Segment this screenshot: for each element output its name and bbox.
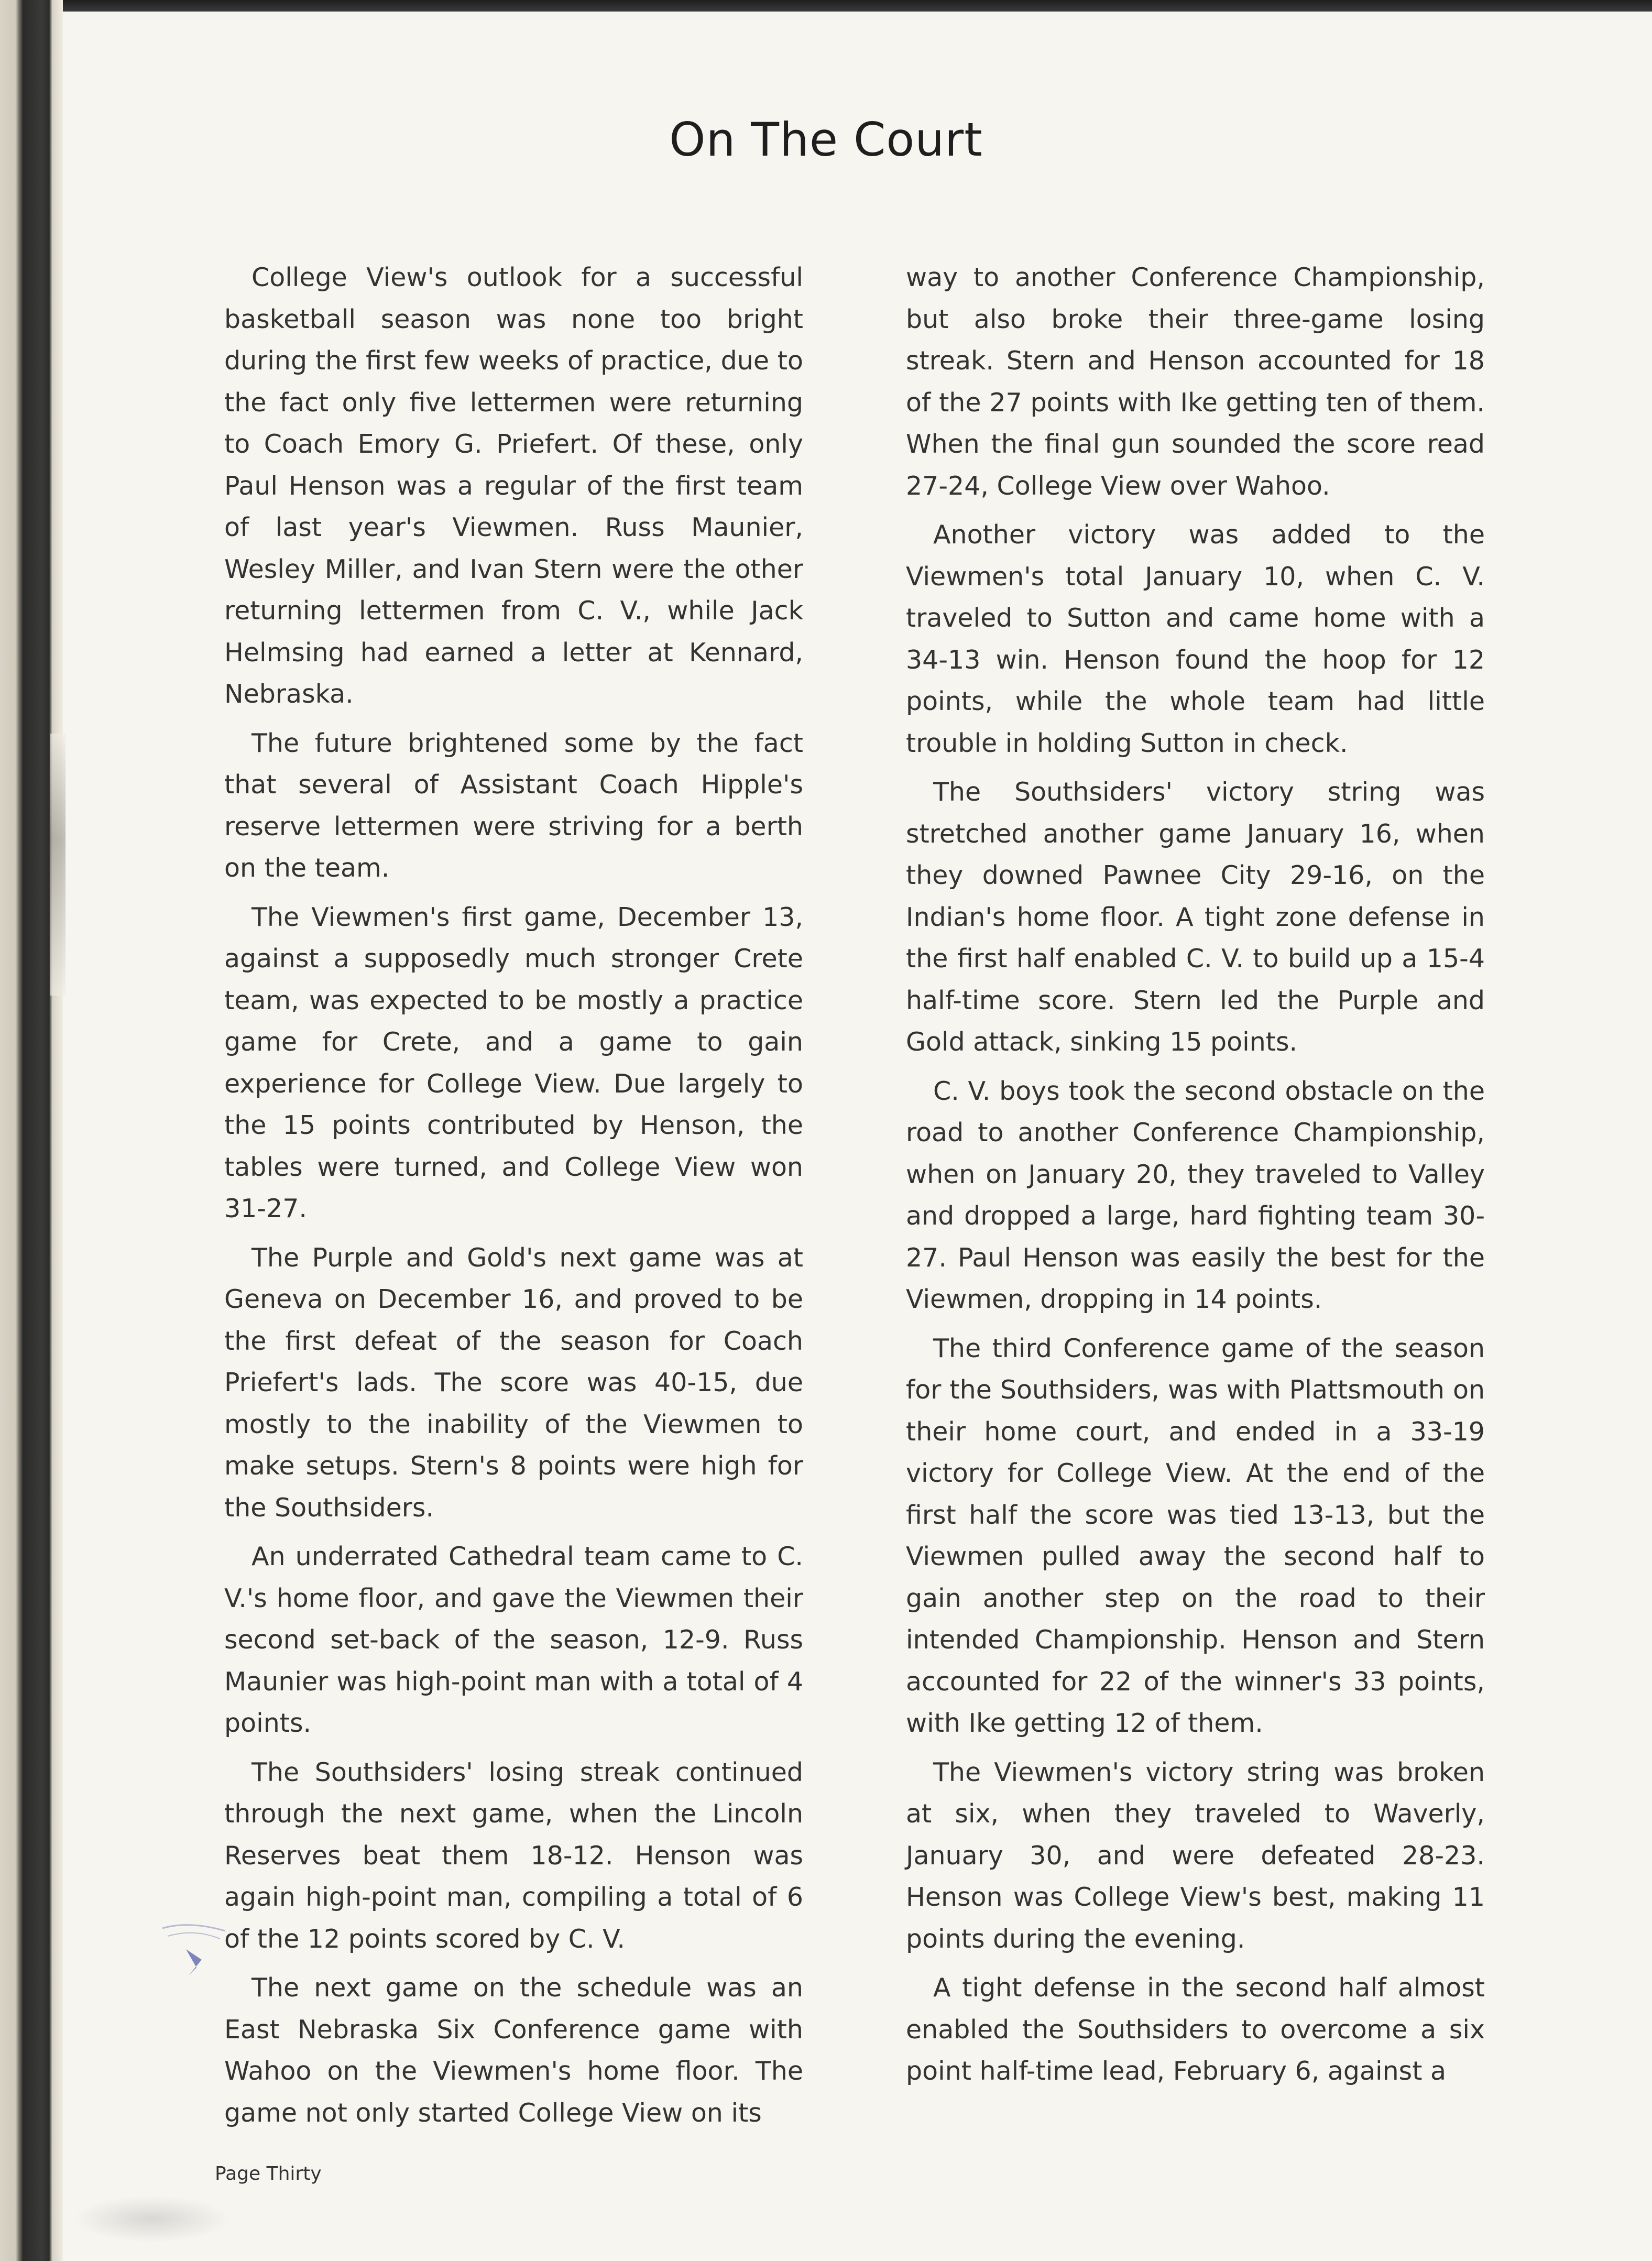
book-spine [0,0,63,2261]
left-paragraph-6: The Southsiders' losing streak continued through the next game, when the Lincoln Reserves beat them 18-12. Henson was again high-point man, compiling a total of 6 of the 12 points scored by C. V. [224,1757,803,1954]
left-paragraph-7: The next game on the schedule was an East Nebraska Six Conference game with Wahoo on the Viewmen's home floor. The game not only started College View on its [224,1973,803,2128]
spine-shadow [50,734,65,996]
right-paragraph-4: The third Conference game of the season for the Southsiders, was with Plattsmouth on their home court, and ended in a 33-19 victory for College View. At the end of the first half the score was tied 13-13, but the Viewmen pulled away the second half to gain another step on the road to their intended Championship. Henson and Stern accounted for 22 of the winner's 33 points, with Ike getting 12 of them. [906,1333,1485,1738]
right-paragraph-3: C. V. boys took the second obstacle on the road to another Conference Championship, when on January 20, they traveled to Valley and dropped a large, hard fighting team 30-27. Paul Henson was easily the best for the Viewmen, dropping in 14 points. [906,1076,1485,1314]
left-paragraph-2: The future brightened some by the fact that several of Assistant Coach Hipple's reserve lettermen were striving for a berth on the team. [224,728,803,883]
right-paragraph-1: Another victory was added to the Viewmen's total January 10, when C. V. traveled to Sutton and came home with a 34-13 win. Henson found the hoop for 12 points, while the whole team had little trouble in holding Sutton in check. [906,520,1485,758]
page-footer: Page Thirty [215,2163,322,2184]
page-title: On The Court [669,113,983,167]
left-paragraph-1: College View's outlook for a successful basketball season was none too bright during the first few weeks of practice, due to the fact only five lettermen were returning to Coach Emory G. Priefert. Of these, only Paul Henson was a regular of the first team of last year's Viewmen. Russ Maunier, Wesley Miller, and Ivan Stern were the other returning lettermen from C. V., while Jack Helmsing had earned a letter at Kennard, Nebraska. [224,263,803,709]
left-paragraph-5: An underrated Cathedral team came to C. V.'s home floor, and gave the Viewmen their second set-back of the season, 12-9. Russ Maunier was high-point man with a total of 4 points. [224,1542,803,1738]
ink-smudge [157,1918,231,1981]
right-continuation: way to another Conference Championship, but also broke their three-game losing streak. Stern and Henson accounted for 18 of the 27 points with Ike getting ten of them. When the final gun sounded the score read 27-24, College View over Wahoo. [906,263,1485,501]
right-paragraph-2: The Southsiders' victory string was stretched another game January 16, when they downed Pawnee City 29-16, on the Indian's home floor. A tight zone defense in the first half enabled C. V. to build up a 15-4 half-time score. Stern led the Purple and Gold attack, sinking 15 points. [906,777,1485,1057]
page-scuff [73,2196,231,2243]
left-paragraph-4: The Purple and Gold's next game was at Geneva on December 16, and proved to be the first defeat of the season for Coach Priefert's lads. The score was 40-15, due mostly to the inability of the Viewmen to make setups. Stern's 8 points were high for the Southsiders. [224,1242,803,1523]
right-paragraph-6: A tight defense in the second half almost enabled the Southsiders to overcome a six point half-time lead, February 6, against a [906,1973,1485,2086]
left-column [224,257,803,2141]
top-edge [0,0,1652,12]
right-paragraph-5: The Viewmen's victory string was broken at six, when they traveled to Waverly, January 30, and were defeated 28-23. Henson was College View's best, making 11 points during the evening. [906,1757,1485,1954]
right-column [906,257,1485,2100]
left-paragraph-3: The Viewmen's first game, December 13, against a supposedly much stronger Crete team, was expected to be mostly a practice game for Crete, and a game to gain experience for College View. Due largely to the 15 points contributed by Henson, the tables were turned, and College View won 31-27. [224,902,803,1224]
